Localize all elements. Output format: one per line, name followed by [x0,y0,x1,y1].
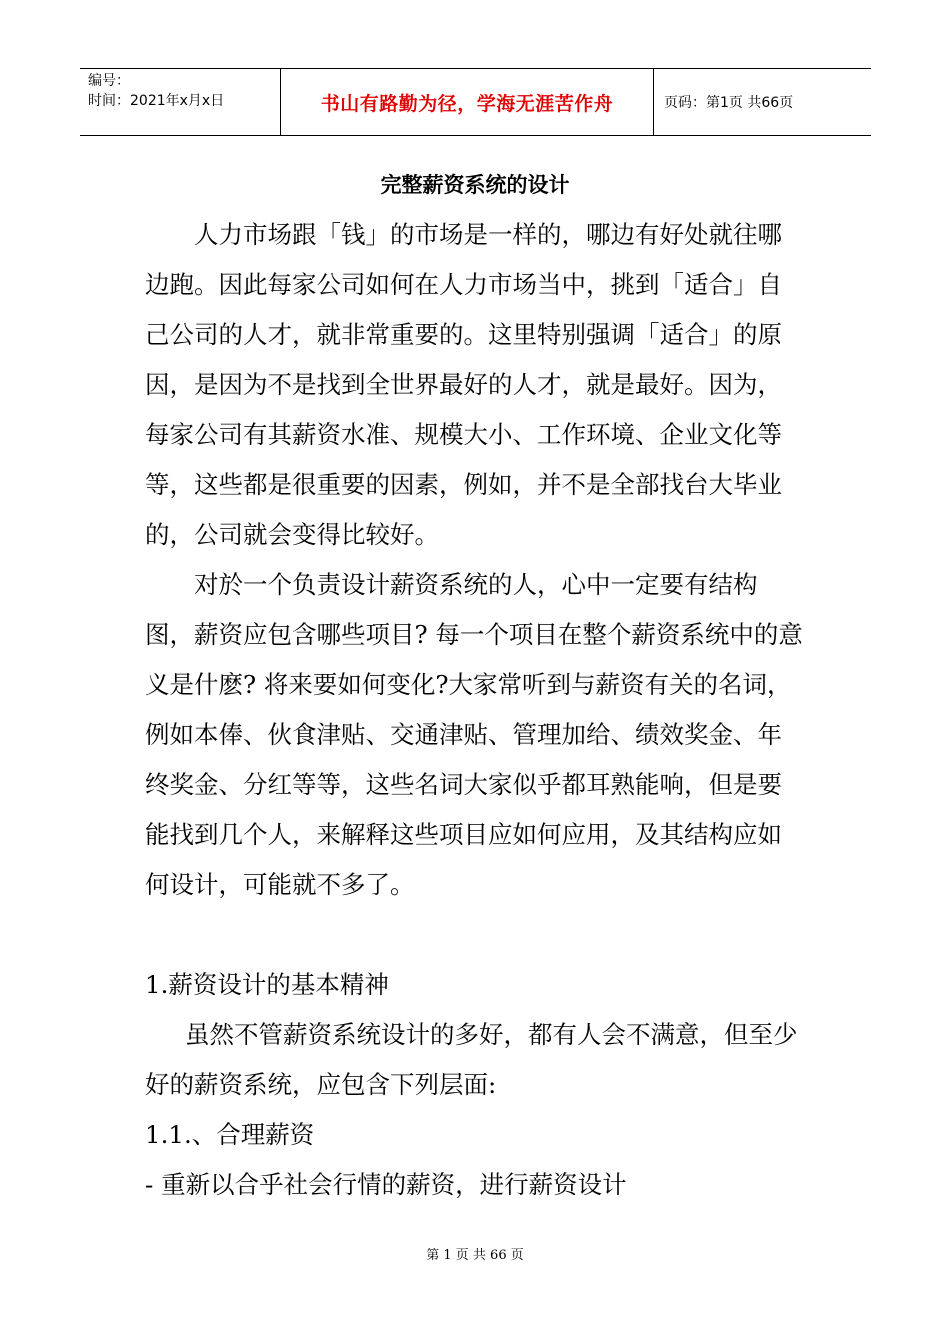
paragraph: 人力市场跟「钱」的市场是一样的，哪边有好处就往哪边跑。因此每家公司如何在人力市场当中，挑到「适合」自己公司的人才，就非常重要的。这里特别强调「适合」的原因，是因为不是找到全世界最好的人才，就是最好。因为，每家公司有其薪资水准、规模大小、工作环境、企业文化等等，这些都是很重要的因素，例如，并不是全部找台大毕业的，公司就会变得比较好。 [145,220,782,549]
header-motto-cell [281,69,654,135]
paragraph-spacer [145,910,805,960]
header-page-info: 页码：第1页 共66页 [664,95,794,111]
document-time-label: 时间：2021年x月x日 [88,93,225,109]
document-header [80,68,871,136]
header-motto: 书山有路勤为径，学海无涯苦作舟 [320,92,614,115]
header-page-cell [654,69,871,135]
paragraph: 对於一个负责设计薪资系统的人，心中一定要有结构图，薪资应包含哪些项目? 每一个项目在整个薪资系统中的意义是什麽? 将来要如何变化?大家常听到与薪资有关的名词，例如本俸、伙食津贴、交通津贴、管理加给、绩效奖金、年终奖金、分红等等，这些名词大家似乎都耳熟能响，但是要能找到几个人，来解释这些项目应如何应用，及其结构应如何设计，可能就不多了。 [145,570,803,899]
document-body [145,210,805,1210]
paragraph: 虽然不管薪资系统设计的多好，都有人会不满意，但至少好的薪资系统，应包含下列层面: [145,1020,798,1099]
page-footer: 第 1 页 共 66 页 [426,1248,524,1263]
header-meta-cell [80,69,281,135]
document-title: 完整薪资系统的设计 [380,173,570,197]
document-number-label: 编号： [88,73,130,89]
subsection-heading: 1.1.、合理薪资 [145,1120,315,1149]
bullet-item: - 重新以合乎社会行情的薪资，进行薪资设计 [145,1170,627,1199]
section-heading: 1.薪资设计的基本精神 [145,970,389,999]
